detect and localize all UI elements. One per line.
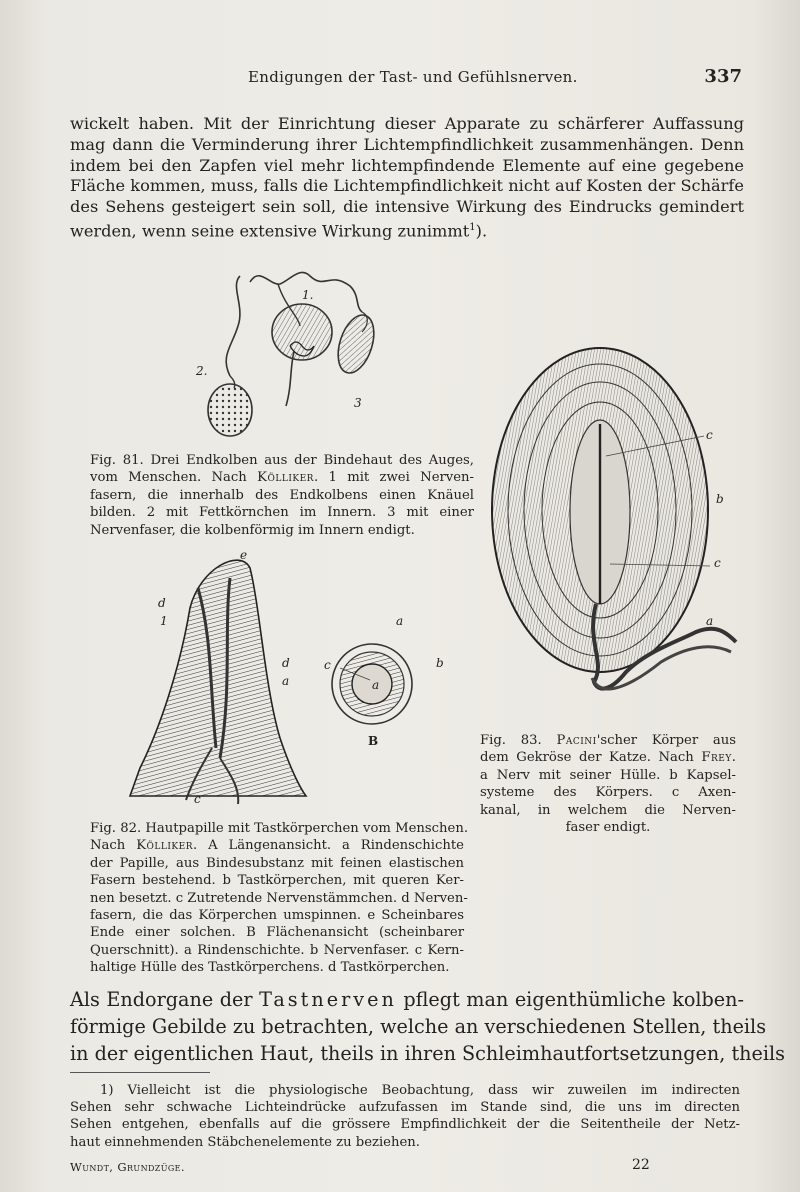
caption-line: fasern, die innerhalb des Endkolbens einen Knäuel (90, 487, 474, 503)
figure-83-label: b (716, 492, 724, 506)
caption-prefix: Fig. 83. (480, 733, 542, 748)
caption-line: Fasern bestehend. b Tastkörperchen, mit queren Ker- (90, 873, 464, 889)
caption-line (480, 749, 736, 766)
caption-author: Pacini (556, 733, 597, 748)
main-paragraph (70, 986, 785, 1067)
figure-82-label: e (240, 548, 248, 562)
figure-82-illustration (120, 548, 470, 810)
caption-line: Querschnitt). a Rindenschichte. b Nervenfaser. c Kern- (90, 942, 464, 958)
figure-82-label: c (324, 658, 331, 672)
text-line (70, 218, 744, 242)
figure-81-illustration (190, 266, 390, 450)
text-line: des Sehens gesteigert sein soll, die intensive Wirkung des Eindrucks gemindert (70, 197, 744, 217)
footnote-line: haut einnehmenden Stäbchenelemente zu beziehen. (70, 1134, 420, 1150)
figure-81-label: 1. (302, 288, 314, 302)
figure-83-label: c (706, 428, 713, 442)
caption-line (90, 452, 474, 469)
text-line: indem bei den Zapfen viel mehr lichtempfindende Elemente auf eine gegebene (70, 155, 744, 175)
caption-line: Ende einer solchen. B Flächenansicht (scheinbarer (90, 925, 464, 941)
footnote-line: Sehen sehr schwache Lichteindrücke aufzufassen im Stande sind, die uns im directen (70, 1100, 740, 1116)
running-title: Endigungen der Tast- und Gefühlsnerven. (248, 68, 578, 86)
caption-author: Kölliker (257, 470, 314, 486)
caption-line: fasern, die das Körperchen umspinnen. e Scheinbares (90, 908, 464, 924)
caption-line: haltige Hülle des Tastkörperchens. d Tastkörperchen. (90, 960, 450, 976)
caption-line: der Papille, aus Bindesubstanz mit feinen elastischen (90, 855, 464, 871)
text-line: Fläche kommen, muss, falls die Lichtempfindlichkeit nicht auf Kosten der Schärfe (70, 176, 744, 196)
caption-author: Frey (701, 750, 732, 766)
intro-paragraph (70, 114, 744, 242)
signature-line: Wundt, Grundzüge. (70, 1160, 185, 1174)
figure-82-label: a (282, 674, 290, 688)
caption-line (480, 732, 736, 749)
caption-line: nen besetzt. c Zutretende Nervenstämmchen. d Nerven- (90, 890, 468, 906)
text-line: förmige Gebilde zu betrachten, welche an verschiedenen Stellen, theils (70, 1015, 767, 1038)
figure-82-label: B (368, 734, 379, 748)
text-segment: Als Endorgane der (70, 988, 260, 1011)
caption-line: faser endigt. (565, 820, 651, 836)
caption-prefix: Fig. 82. (90, 821, 142, 836)
footnote-reference: 1 (469, 221, 476, 233)
figure-81-label: 2. (196, 364, 208, 378)
caption-line: systeme des Körpers. c Axen- (480, 785, 736, 801)
figure-83-illustration (486, 342, 746, 722)
caption-line (90, 837, 464, 854)
caption-text: . 1 mit zwei Nerven- (313, 470, 475, 486)
caption-text: 'scher Körper aus (596, 733, 736, 748)
caption-text: Drei Endkolben aus der Bindehaut des Auges, (150, 453, 474, 468)
figure-82-label: c (194, 792, 201, 806)
text-line: wickelt haben. Mit der Einrichtung dieser Apparate zu schärferer Auffassung (70, 114, 744, 133)
footnote-line: Sehen entgehen, ebenfalls auf die grössere Empfindlichkeit der die Seitentheile der Netz- (70, 1117, 740, 1133)
figure-82-label: 1 (160, 614, 168, 628)
figure-82-caption (90, 820, 469, 977)
figure-82-label: a (396, 614, 404, 628)
figure-83-label: c (714, 556, 721, 570)
figure-83-label: a (706, 614, 714, 628)
caption-text: . (731, 750, 736, 766)
text-line: in der eigentlichen Haut, theils in ihren Schleimhautfortsetzungen, theils (70, 1042, 785, 1065)
text-segment: pflegt man eigenthümliche kolben- (396, 988, 744, 1011)
caption-author: Kölliker (136, 838, 193, 854)
text-line: mag dann die Verminderung ihrer Lichtempfindlichkeit zusammenhängen. Denn (70, 134, 744, 154)
caption-line: bilden. 2 mit Fettkörnchen im Innern. 3 mit einer (90, 505, 474, 521)
figure-83-caption (480, 732, 736, 836)
footnote-rule (70, 1072, 210, 1073)
figure-81-label: 3 (354, 396, 362, 410)
caption-line: kanal, in welchem die Nerven- (480, 802, 736, 818)
text-line-content: werden, wenn seine extensive Wirkung zunimmt (70, 221, 470, 241)
caption-text: Nach (90, 838, 126, 854)
page-number: 337 (704, 66, 742, 87)
caption-line: Nervenfaser, die kolbenförmig im Innern endigt. (90, 522, 415, 538)
figure-81-caption (90, 452, 474, 539)
caption-text: . A Längenansicht. a Rindenschichte (193, 838, 464, 854)
caption-text: dem Gekröse der Katze. Nach (480, 750, 694, 766)
caption-text: vom Menschen. Nach (90, 470, 247, 486)
caption-text: Hautpapille mit Tastkörperchen vom Menschen. (145, 821, 469, 836)
footnote-marker: 1) (100, 1083, 114, 1098)
figure-82-label: a (372, 678, 380, 692)
text-line (70, 986, 744, 1013)
sheet-number: 22 (632, 1157, 650, 1173)
caption-line (90, 469, 474, 486)
figure-82-label: b (436, 656, 444, 670)
footnote-text: Vielleicht ist die physiologische Beobachtung, dass wir zuweilen im indirecten (127, 1083, 740, 1098)
caption-line: a Nerv mit seiner Hülle. b Kapsel- (480, 767, 736, 783)
caption-prefix: Fig. 81. (90, 453, 144, 468)
running-head (0, 66, 800, 92)
footnote-line (70, 1082, 740, 1099)
figure-82-label: d (282, 656, 290, 670)
figure-82-label: d (158, 596, 166, 610)
text-line-end: ). (475, 221, 488, 241)
footnote (70, 1082, 740, 1151)
caption-line (90, 820, 469, 837)
emphasized-term: Tastnerven (259, 988, 397, 1011)
